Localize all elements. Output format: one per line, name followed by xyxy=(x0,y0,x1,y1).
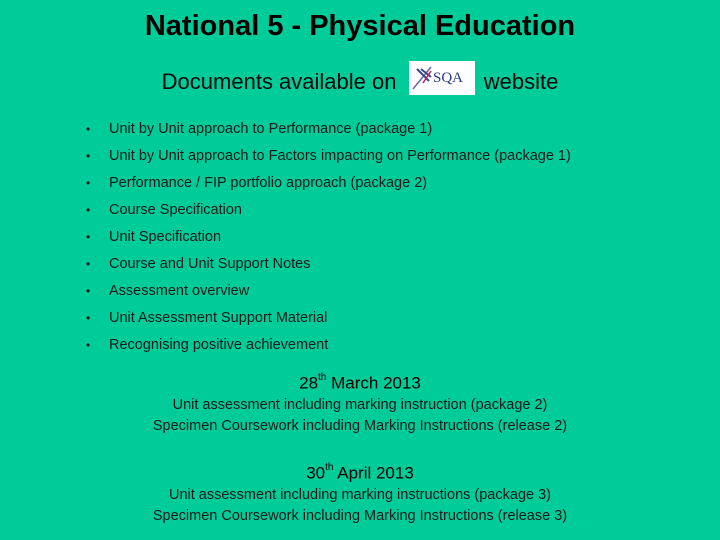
release-item: Specimen Coursework including Marking Instructions (release 2) xyxy=(152,417,568,434)
list-item: • Unit Specification xyxy=(82,224,571,251)
sqa-logo-icon xyxy=(409,61,475,95)
list-item: • Recognising positive achievement xyxy=(82,332,571,359)
list-item: • Unit by Unit approach to Factors impacting on Performance (package 1) xyxy=(82,143,571,170)
bullet-icon: • xyxy=(86,230,91,244)
release-date: 28th March 2013 xyxy=(299,372,421,393)
release-section-march xyxy=(0,369,720,437)
bullet-icon: • xyxy=(86,149,91,163)
release-item: Unit assessment including marking instructions (package 3) xyxy=(168,486,551,503)
subtitle xyxy=(0,66,720,100)
bullet-icon: • xyxy=(86,176,91,190)
list-item: • Course and Unit Support Notes xyxy=(82,251,571,278)
list-item: • Course Specification xyxy=(82,197,571,224)
bullet-icon: • xyxy=(86,203,91,217)
svg-text:SQA: SQA xyxy=(432,70,463,86)
release-date: 30th April 2013 xyxy=(306,462,414,483)
subtitle-suffix: website xyxy=(483,68,559,94)
release-item: Specimen Coursework including Marking Instructions (release 3) xyxy=(152,507,568,524)
slide-title: National 5 - Physical Education xyxy=(144,10,576,42)
bullet-icon: • xyxy=(86,122,91,136)
bullet-icon: • xyxy=(86,257,91,271)
document-list xyxy=(82,116,571,359)
list-item: • Performance / FIP portfolio approach (package 2) xyxy=(82,170,571,197)
list-item: • Assessment overview xyxy=(82,278,571,305)
bullet-icon: • xyxy=(86,311,91,325)
bullet-icon: • xyxy=(86,284,91,298)
list-item: • Unit Assessment Support Material xyxy=(82,305,571,332)
list-item: • Unit by Unit approach to Performance (package 1) xyxy=(82,116,571,143)
subtitle-prefix: Documents available on xyxy=(161,68,397,94)
release-item: Unit assessment including marking instruction (package 2) xyxy=(172,396,548,413)
release-section-april xyxy=(0,459,720,527)
bullet-icon: • xyxy=(86,338,91,352)
